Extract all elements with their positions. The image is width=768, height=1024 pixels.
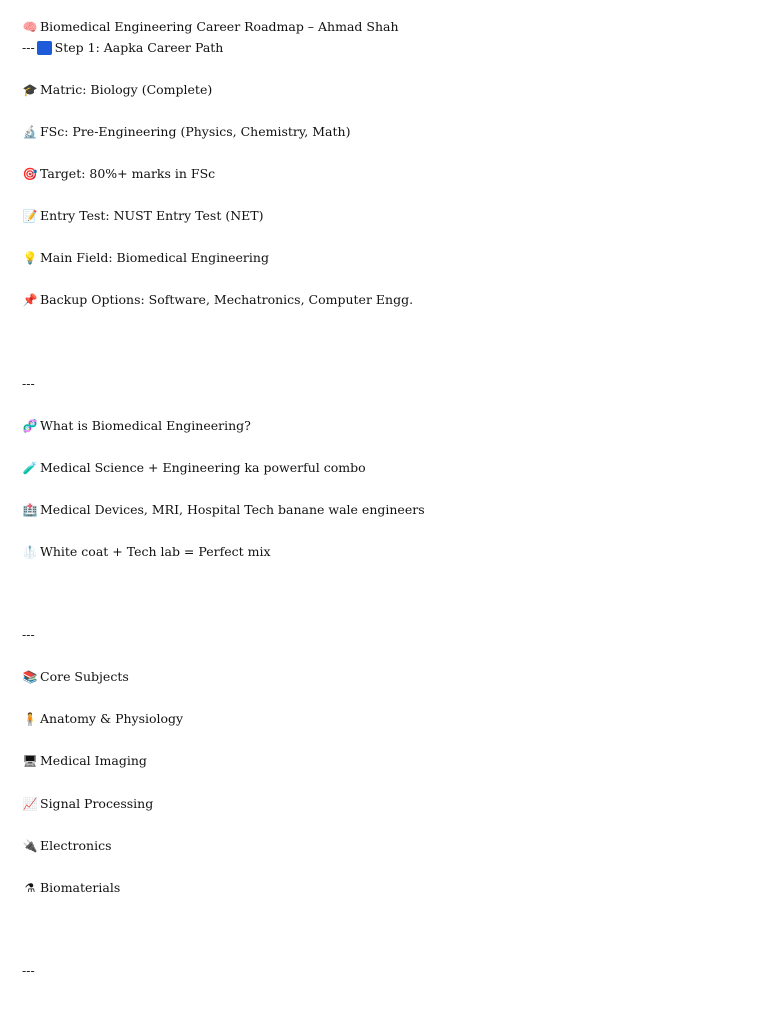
list-item-text: Target: 80%+ marks in FSc xyxy=(40,166,216,181)
lightbulb-icon: 💡 xyxy=(22,251,38,265)
list-item xyxy=(22,208,263,224)
list-item xyxy=(22,502,425,518)
list-item-text: Entry Test: NUST Entry Test (NET) xyxy=(40,208,264,223)
divider: --- xyxy=(22,963,35,978)
list-item-text: Matric: Biology (Complete) xyxy=(40,82,213,97)
pushpin-icon: 📌 xyxy=(22,293,38,307)
list-item-text: Medical Imaging xyxy=(40,753,147,768)
microscope-icon: 🔬 xyxy=(22,125,38,139)
list-item xyxy=(22,82,212,98)
list-item xyxy=(22,166,215,182)
list-item-text: Medical Devices, MRI, Hospital Tech banane wale engineers xyxy=(40,502,425,517)
list-item-text: What is Biomedical Engineering? xyxy=(40,418,251,433)
lab-coat-icon: 🥼 xyxy=(22,545,38,559)
list-item-text: Core Subjects xyxy=(40,669,129,684)
title-text: Biomedical Engineering Career Roadmap – Ahmad Shah xyxy=(40,19,399,34)
list-item xyxy=(22,838,112,854)
books-icon: 📚 xyxy=(22,670,38,684)
list-item-text: Electronics xyxy=(40,838,112,853)
list-item xyxy=(22,711,183,727)
person-icon: 🧍 xyxy=(22,712,38,726)
list-item xyxy=(22,796,153,812)
list-item-text: Anatomy & Physiology xyxy=(40,711,184,726)
list-item xyxy=(22,418,251,434)
target-icon: 🎯 xyxy=(22,167,38,181)
list-item-text: Main Field: Biomedical Engineering xyxy=(40,250,269,265)
chart-increasing-icon: 📈 xyxy=(22,797,38,811)
divider: --- xyxy=(22,627,35,642)
list-item-text: Medical Science + Engineering ka powerful combo xyxy=(40,460,366,475)
list-item-text: Backup Options: Software, Mechatronics, Computer Engg. xyxy=(40,292,414,307)
monitor-icon: 🖥 xyxy=(22,754,38,768)
flask-icon: ⚗ xyxy=(24,881,36,895)
list-item-text: White coat + Tech lab = Perfect mix xyxy=(40,544,271,559)
list-item xyxy=(22,460,366,476)
step-text: Step 1: Aapka Career Path xyxy=(54,40,224,55)
memo-icon: 📝 xyxy=(22,209,38,223)
list-item xyxy=(22,544,271,560)
list-item xyxy=(22,124,350,140)
dna-icon: 🧬 xyxy=(22,419,38,433)
hospital-icon: 🏥 xyxy=(22,503,38,517)
test-tube-icon: 🧪 xyxy=(22,461,38,475)
graduation-cap-icon: 🎓 xyxy=(22,83,38,97)
list-item xyxy=(22,250,269,266)
list-item xyxy=(22,880,120,896)
list-item-text: FSc: Pre-Engineering (Physics, Chemistry, Math) xyxy=(40,124,351,139)
list-item-text: Signal Processing xyxy=(40,796,154,811)
electric-plug-icon: 🔌 xyxy=(22,839,38,853)
document-title xyxy=(22,19,399,35)
list-item xyxy=(22,669,129,685)
step-heading xyxy=(22,40,223,56)
list-item xyxy=(22,292,413,308)
brain-icon: 🧠 xyxy=(22,20,38,34)
step-prefix: --- xyxy=(22,40,35,55)
list-item-text: Biomaterials xyxy=(40,880,121,895)
blue-square-icon xyxy=(37,41,52,55)
divider: --- xyxy=(22,376,35,391)
list-item xyxy=(22,753,147,769)
